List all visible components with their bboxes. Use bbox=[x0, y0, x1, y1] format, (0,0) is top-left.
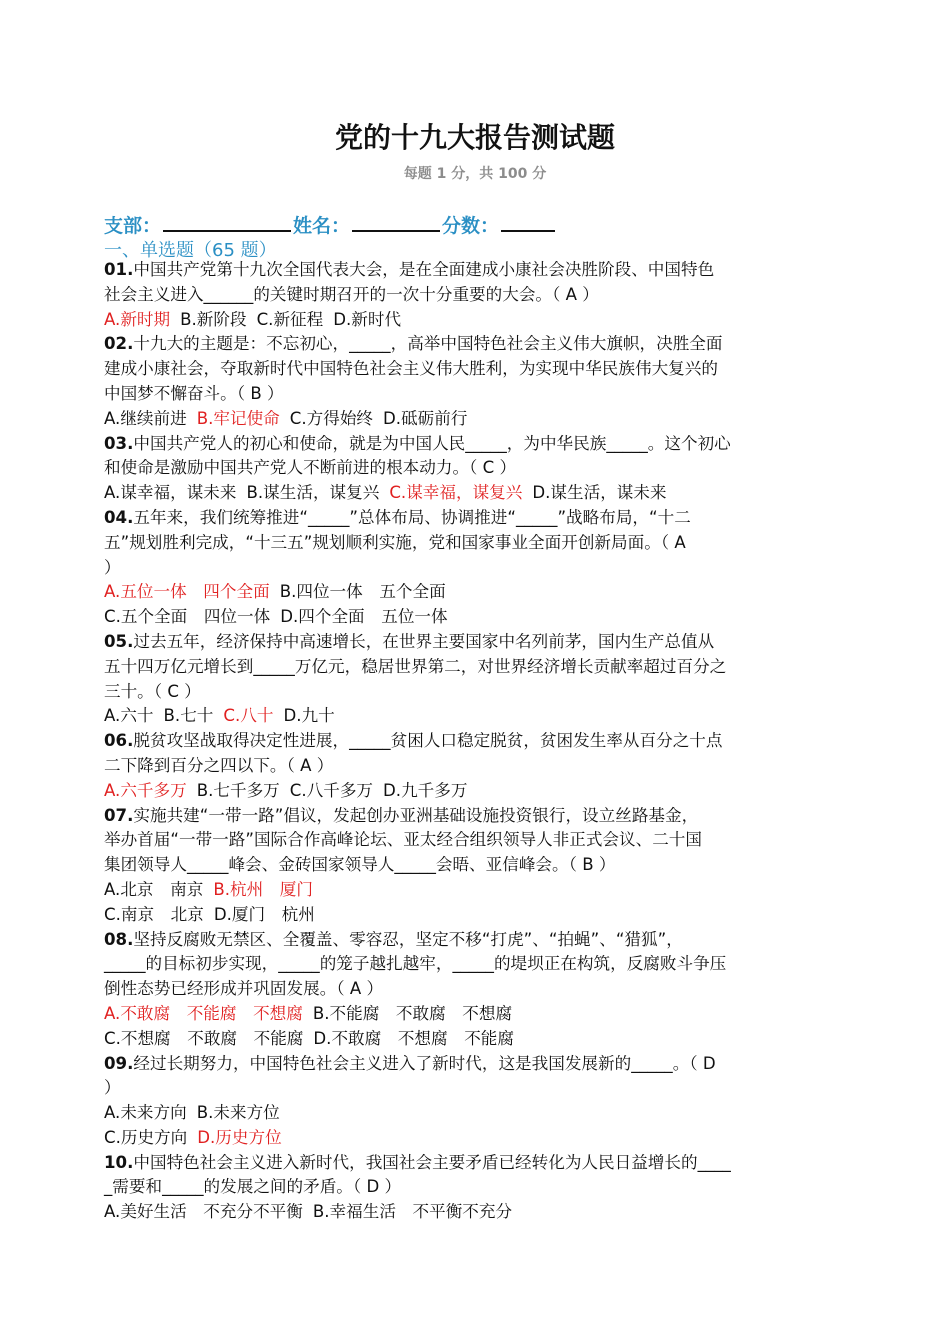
branch-label: 支部： bbox=[104, 215, 162, 237]
question-text: 社会主义进入______的关键时期召开的一次十分重要的大会。（ A ） bbox=[104, 284, 599, 304]
options-row bbox=[104, 1002, 846, 1027]
correct-option: A.五位一体 四个全面 bbox=[104, 582, 270, 602]
question-text-line bbox=[104, 556, 846, 581]
question-text-line bbox=[104, 531, 846, 556]
question-text-line bbox=[104, 630, 846, 655]
option: A.六十 bbox=[104, 706, 154, 726]
question-text: 中国梦不懈奋斗。（ B ） bbox=[104, 383, 284, 403]
question-text: 举办首届“一带一路”国际合作高峰论坛、亚太经合组织领导人非正式会议、二十国 bbox=[104, 830, 702, 850]
question-text: ） bbox=[104, 1078, 121, 1098]
question-text-line bbox=[104, 432, 846, 457]
option: D.九十 bbox=[283, 706, 335, 726]
branch-blank bbox=[163, 212, 291, 232]
option: A.未来方向 bbox=[104, 1103, 187, 1123]
option: B.七千多万 bbox=[196, 780, 280, 800]
score-label: 分数： bbox=[442, 215, 500, 237]
question-text: 五”规划胜利完成，“十三五”规划顺利实施，党和国家事业全面开创新局面。（ A bbox=[104, 532, 686, 552]
question-text: 和使命是激励中国共产党人不断前进的根本动力。（ C ） bbox=[104, 458, 517, 478]
question-text-line bbox=[104, 928, 846, 953]
option: B.不能腐 不敢腐 不想腐 bbox=[312, 1003, 513, 1023]
option: D.谋生活，谋未来 bbox=[532, 483, 667, 503]
question-item bbox=[104, 1052, 846, 1151]
question-number: 09. bbox=[104, 1053, 134, 1073]
question-number: 06. bbox=[104, 731, 134, 751]
options-row bbox=[104, 1027, 846, 1052]
question-text: 三十。（ C ） bbox=[104, 681, 201, 701]
question-text-line bbox=[104, 729, 846, 754]
correct-option: C.谋幸福，谋复兴 bbox=[389, 483, 523, 503]
question-text: 经过长期努力，中国特色社会主义进入了新时代，这是我国发展新的_____。（ D bbox=[133, 1053, 716, 1073]
question-item bbox=[104, 332, 846, 431]
question-text-line bbox=[104, 332, 846, 357]
correct-option: D.历史方位 bbox=[197, 1127, 282, 1147]
options-row bbox=[104, 779, 846, 804]
name-label: 姓名： bbox=[293, 215, 351, 237]
question-text-line bbox=[104, 680, 846, 705]
question-text: 五十四万亿元增长到_____万亿元，稳居世界第二，对世界经济增长贡献率超过百分之 bbox=[104, 656, 727, 676]
option: D.新时代 bbox=[333, 309, 402, 329]
question-text-line bbox=[104, 1175, 846, 1200]
options-row bbox=[104, 903, 846, 928]
option: A.美好生活 不充分不平衡 bbox=[104, 1202, 303, 1222]
question-text: _____的目标初步实现，_____的笼子越扎越牢，_____的堤坝正在构筑，反腐败斗争压 bbox=[104, 954, 727, 974]
option: B.七十 bbox=[163, 706, 214, 726]
question-text: 十九大的主题是：不忘初心，_____，高举中国特色社会主义伟大旗帜，决胜全面 bbox=[133, 334, 723, 354]
question-text-line bbox=[104, 853, 846, 878]
question-number: 07. bbox=[104, 805, 134, 825]
options-row bbox=[104, 481, 846, 506]
options-row bbox=[104, 407, 846, 432]
question-text: 中国共产党第十九次全国代表大会，是在全面建成小康社会决胜阶段、中国特色 bbox=[133, 260, 715, 279]
question-text-line bbox=[104, 977, 846, 1002]
question-text-line bbox=[104, 382, 846, 407]
correct-option: C.八十 bbox=[223, 706, 274, 726]
question-text-line bbox=[104, 456, 846, 481]
option: C.五个全面 四位一体 bbox=[104, 607, 271, 627]
question-item bbox=[104, 804, 846, 928]
options-row bbox=[104, 1101, 846, 1126]
options-row bbox=[104, 1126, 846, 1151]
question-text: 五年来，我们统筹推进“_____”总体布局、协调推进“_____”战略布局，“十二 bbox=[133, 507, 691, 527]
options-row bbox=[104, 605, 846, 630]
option: D.厦门 杭州 bbox=[213, 904, 315, 924]
question-number: 10. bbox=[104, 1152, 134, 1172]
option: B.新阶段 bbox=[180, 309, 247, 329]
correct-option: A.六千多万 bbox=[104, 780, 187, 800]
question-text-line bbox=[104, 357, 846, 382]
option: A.谋幸福，谋未来 bbox=[104, 483, 237, 503]
question-item bbox=[104, 258, 846, 332]
option: C.新征程 bbox=[256, 309, 324, 329]
option: C.历史方向 bbox=[104, 1127, 188, 1147]
options-row bbox=[104, 1200, 846, 1225]
option: C.方得始终 bbox=[289, 408, 374, 428]
question-text: 二下降到百分之四以下。（ A ） bbox=[104, 755, 334, 775]
option: A.北京 南京 bbox=[104, 879, 204, 899]
question-item bbox=[104, 1151, 846, 1225]
page-subtitle: 每题 1 分，共 100 分 bbox=[403, 166, 547, 182]
question-number: 08. bbox=[104, 929, 134, 949]
option: C.八千多万 bbox=[289, 780, 374, 800]
question-item bbox=[104, 630, 846, 729]
question-number: 03. bbox=[104, 433, 134, 453]
question-text-line bbox=[104, 828, 846, 853]
option: B.谋生活，谋复兴 bbox=[246, 483, 380, 503]
options-row bbox=[104, 878, 846, 903]
correct-option: B.牢记使命 bbox=[196, 408, 280, 428]
score-blank bbox=[501, 212, 555, 232]
question-text: 倒性态势已经形成并巩固发展。（ A ） bbox=[104, 979, 384, 999]
question-text-line bbox=[104, 952, 846, 977]
correct-option: B.杭州 厦门 bbox=[213, 879, 313, 899]
question-text: 坚持反腐败无禁区、全覆盖、零容忍，坚定不移“打虎”、“拍蝇”、“猎狐”， bbox=[133, 929, 683, 949]
question-text-line bbox=[104, 1076, 846, 1101]
question-text: 过去五年，经济保持中高速增长，在世界主要国家中名列前茅，国内生产总值从 bbox=[133, 631, 715, 651]
page-title: 党的十九大报告测试题 bbox=[334, 121, 615, 154]
question-number: 02. bbox=[104, 334, 134, 354]
option: B.四位一体 五个全面 bbox=[279, 582, 446, 602]
options-row bbox=[104, 580, 846, 605]
question-text-line bbox=[104, 283, 846, 308]
option: C.南京 北京 bbox=[104, 904, 204, 924]
option: D.不敢腐 不想腐 不能腐 bbox=[313, 1028, 514, 1048]
question-list bbox=[104, 258, 846, 1225]
question-text-line bbox=[104, 655, 846, 680]
question-text-line bbox=[104, 258, 846, 283]
question-text: 中国共产党人的初心和使命，就是为中国人民_____，为中华民族_____。这个初心 bbox=[133, 433, 731, 453]
question-text: 脱贫攻坚战取得决定性进展，_____贫困人口稳定脱贫，贫困发生率从百分之十点 bbox=[133, 731, 723, 751]
correct-option: A.新时期 bbox=[104, 309, 171, 329]
question-text: 建成小康社会，夺取新时代中国特色社会主义伟大胜利，为实现中华民族伟大复兴的 bbox=[104, 359, 718, 379]
option: D.九千多万 bbox=[383, 780, 468, 800]
question-text: 实施共建“一带一路”倡议，发起创办亚洲基础设施投资银行，设立丝路基金， bbox=[133, 805, 699, 825]
option: B.幸福生活 不平衡不充分 bbox=[312, 1202, 513, 1222]
question-text: _需要和_____的发展之间的矛盾。（ D ） bbox=[104, 1177, 402, 1197]
options-row bbox=[104, 704, 846, 729]
info-fields bbox=[104, 211, 557, 238]
option: B.未来方位 bbox=[196, 1103, 280, 1123]
section-heading: 一、单选题（65 题） bbox=[104, 240, 277, 261]
question-text: ） bbox=[104, 557, 121, 577]
option: C.不想腐 不敢腐 不能腐 bbox=[104, 1028, 304, 1048]
correct-option: A.不敢腐 不能腐 不想腐 bbox=[104, 1003, 303, 1023]
option: D.四个全面 五位一体 bbox=[280, 607, 448, 627]
question-text-line bbox=[104, 1052, 846, 1077]
question-text: 中国特色社会主义进入新时代，我国社会主要矛盾已经转化为人民日益增长的____ bbox=[133, 1152, 731, 1172]
question-text-line bbox=[104, 804, 846, 829]
question-item bbox=[104, 506, 846, 630]
option: A.继续前进 bbox=[104, 408, 187, 428]
name-blank bbox=[352, 212, 440, 232]
question-text-line bbox=[104, 754, 846, 779]
options-row bbox=[104, 308, 846, 333]
question-text-line bbox=[104, 506, 846, 531]
question-number: 05. bbox=[104, 631, 134, 651]
question-text-line bbox=[104, 1151, 846, 1176]
question-item bbox=[104, 432, 846, 506]
question-item bbox=[104, 729, 846, 803]
option: D.砥砺前行 bbox=[383, 408, 468, 428]
question-number: 04. bbox=[104, 507, 134, 527]
question-text: 集团领导人_____峰会、金砖国家领导人_____会晤、亚信峰会。（ B ） bbox=[104, 855, 616, 875]
question-item bbox=[104, 928, 846, 1052]
question-number: 01. bbox=[104, 260, 134, 279]
